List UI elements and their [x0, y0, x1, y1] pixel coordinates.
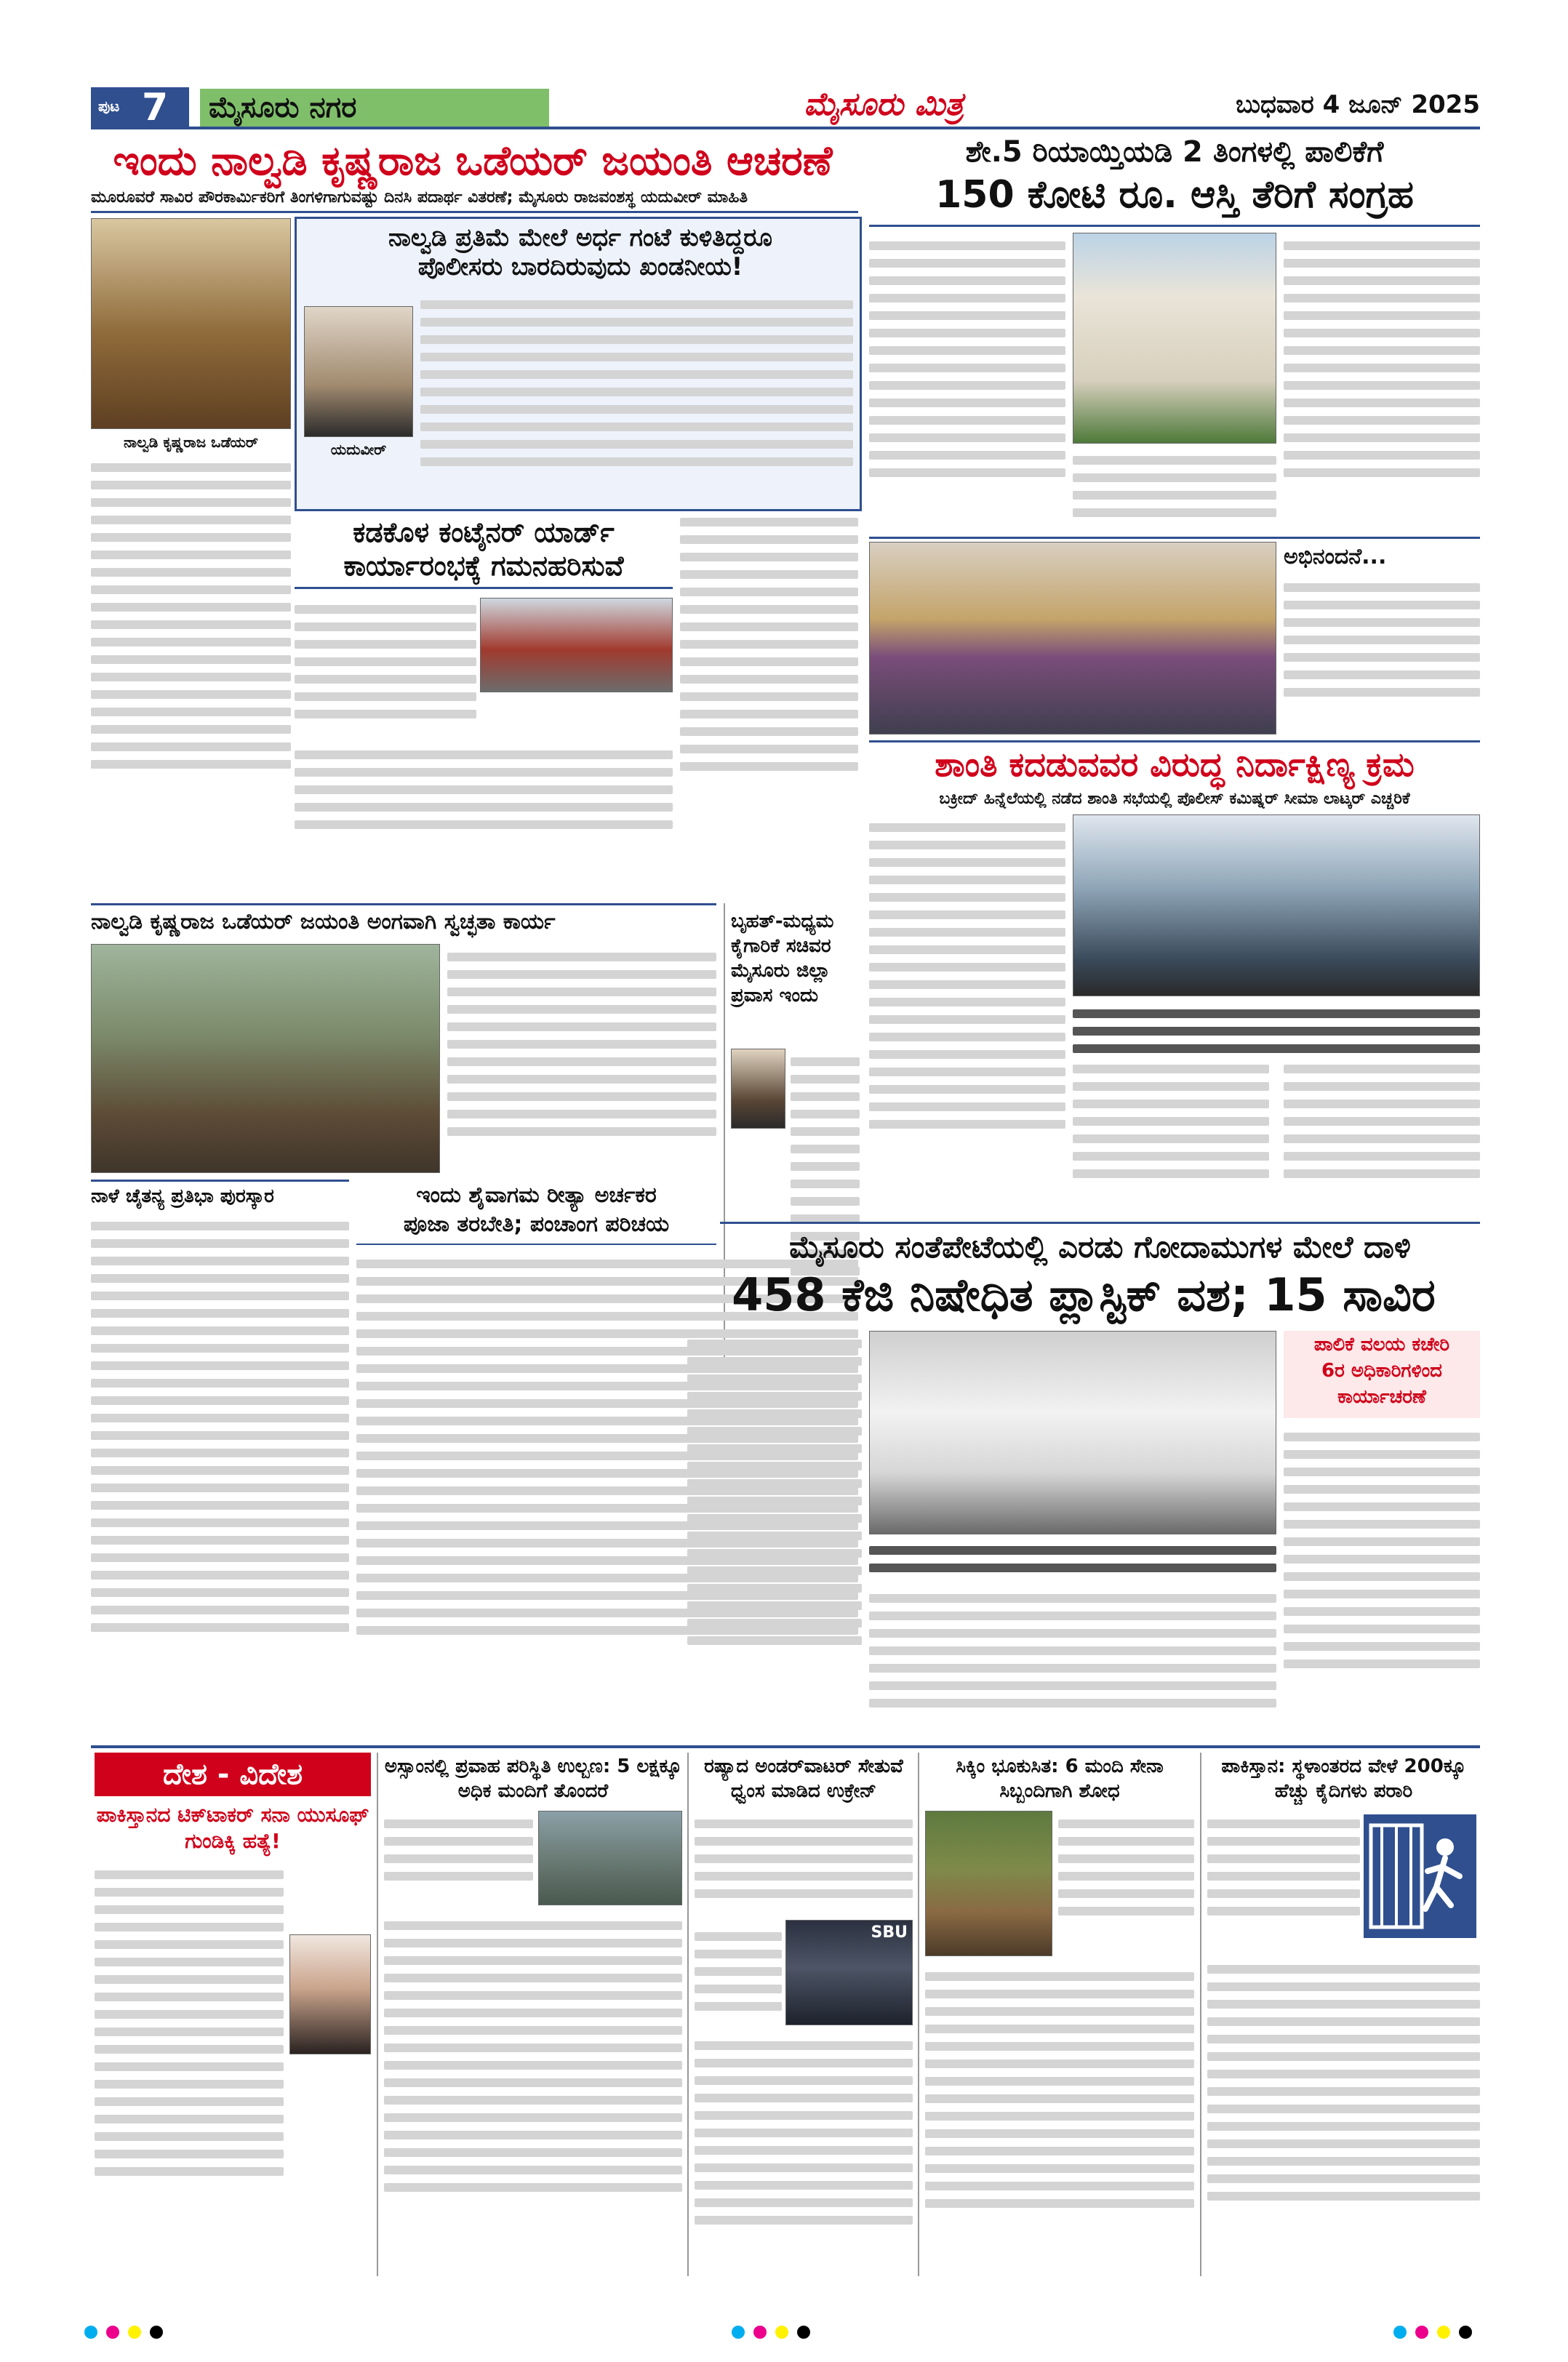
bridge-blast-photo [785, 1920, 913, 2025]
plastic-seizure-photo [869, 1331, 1276, 1534]
minister-headline: ಬೃಹತ್-ಮಧ್ಯಮ ಕೈಗಾರಿಕೆ ಸಚಿವರ ಮೈಸೂರು ಜಿಲ್ಲಾ ಪ್ರವಾಸ ಇಂದು [731, 910, 834, 1006]
registration-marks-left [80, 2326, 225, 2343]
world-col-rule [377, 1753, 378, 2276]
plastic-side-head-box [1284, 1331, 1480, 1418]
cleanliness-headline: ನಾಲ್ವಡಿ ಕೃಷ್ಣರಾಜ ಒಡೆಯರ್ ಜಯಂತಿ ಅಂಗವಾಗಿ ಸ್ವಚ್ಛತಾ ಕಾರ್ಯ [91, 909, 556, 934]
container-text-col3 [680, 509, 858, 858]
world-s3-text-a [695, 1811, 913, 1920]
tax-text-right [1284, 233, 1480, 531]
statue-headline-2: ಪೊಲೀಸರು ಬಾರದಿರುವುದು ಖಂಡನೀಯ! [417, 252, 743, 281]
peace-text-mid [1073, 1056, 1269, 1209]
world-col-rule [687, 1753, 689, 2276]
divider [91, 211, 858, 213]
world-s2-text-a [384, 1811, 533, 1913]
page-badge [91, 87, 189, 127]
plastic-headline-1: ಮೈಸೂರು ಸಂತೆಪೇಟೆಯಲ್ಲಿ ಎರಡು ಗೋದಾಮುಗಳ ಮೇಲೆ ದಾಳಿ [789, 1229, 1411, 1265]
container-photo [480, 598, 673, 692]
section-title: ಮೈಸೂರು ನಗರ [200, 89, 549, 127]
tax-text-left [869, 233, 1065, 531]
world-s4-text-a [1058, 1811, 1194, 1956]
lead-col1-text [91, 455, 291, 862]
divider [91, 1180, 349, 1182]
world-s3-text-b [695, 1923, 782, 2033]
world-section-header: ದೇಶ - ವಿದೇಶ [95, 1753, 371, 1796]
world-s2-text-b [384, 1913, 682, 2269]
felicitation-photo [869, 542, 1276, 734]
shaivagama-headline-1: ಇಂದು ಶೈವಾಗಮ ರೀತ್ಯಾ ಅರ್ಚಕರ [416, 1182, 657, 1208]
yaduveer-caption: ಯದುವೀರ್ [330, 441, 387, 458]
minister-photo [731, 1049, 785, 1129]
container-headline-1: ಕಡಕೊಳ ಕಂಟೈನರ್ ಯಾರ್ಡ್ [353, 516, 615, 548]
sana-yousuf-photo [289, 1934, 371, 2054]
container-headline-box [295, 516, 673, 589]
world-s1-text [95, 1862, 284, 2269]
cleanliness-text [447, 944, 716, 1173]
lead-headline: ಇಂದು ನಾಲ್ವಡಿ ಕೃಷ್ಣರಾಜ ಒಡೆಯರ್ ಜಯಂತಿ ಆಚರಣೆ [113, 137, 833, 185]
world-s5-text-b [1207, 1956, 1480, 2269]
world-s3-text-c [695, 2033, 913, 2269]
peace-text-right [1284, 1056, 1480, 1209]
yaduveer-photo [304, 306, 413, 437]
statue-text [420, 292, 853, 495]
page-label: ಪುಟ [98, 97, 120, 115]
statue-headline-1: ನಾಲ್ವಡಿ ಪ್ರತಿಮೆ ಮೇಲೆ ಅರ್ಧ ಗಂಟೆ ಕುಳಿತಿದ್ದರೂ [388, 223, 772, 252]
world-s2-headline: ಅಸ್ಸಾಂನಲ್ಲಿ ಪ್ರವಾಹ ಪರಿಸ್ಥಿತಿ ಉಲ್ಬಣ: 5 ಲಕ್ಷಕ್ಕೂ ಅಧಿಕ ಮಂದಿಗೆ ತೊಂದರೆ [384, 1756, 682, 1802]
plastic-side-head-1: ಪಾಲಿಕೆ ವಲಯ ಕಚೇರಿ [1313, 1334, 1450, 1356]
plastic-headline-2: 458 ಕೆಜಿ ನಿಷೇಧಿತ ಪ್ಲಾಸ್ಟಿಕ್ ವಶ; 15 ಸಾವಿರ [732, 1268, 1436, 1321]
container-headline-2: ಕಾರ್ಯಾರಂಭಕ್ಕೆ ಗಮನಹರಿಸುವೆ [343, 550, 624, 582]
world-s1-headline: ಪಾಕಿಸ್ತಾನದ ಟಿಕ್‌ಟಾಕರ್ ಸನಾ ಯುಸೂಫ್ ಗುಂಡಿಕ್ಕಿ ಹತ್ಯೆ! [96, 1803, 369, 1853]
world-s5-text-a [1207, 1811, 1360, 1949]
tax-headline-box [869, 132, 1480, 227]
shaivagama-headline-2: ಪೂಜಾ ತರಬೇತಿ; ಪಂಚಾಂಗ ಪರಿಚಯ [403, 1212, 670, 1237]
palike-building-photo [1073, 233, 1276, 444]
plastic-text-left [687, 1331, 862, 1738]
peace-photo-caption [1073, 1001, 1480, 1053]
registration-marks-right [1389, 2326, 1535, 2343]
sikkim-landslide-photo [925, 1811, 1052, 1956]
cleanliness-photo [91, 944, 440, 1173]
paper-name-logo: ಮೈಸೂರು ಮಿತ್ರ [804, 86, 964, 123]
divider [869, 740, 1480, 742]
divider [720, 1222, 1480, 1224]
felicitation-headline: ಅಭಿನಂದನೆ... [1284, 544, 1387, 569]
divider [869, 537, 1480, 539]
registration-marks-center [727, 2326, 873, 2343]
award-text [91, 1213, 349, 1737]
wadiyar-caption: ನಾಲ್ವಡಿ ಕೃಷ್ಣರಾಜ ಒಡೆಯರ್ [124, 433, 258, 451]
world-s5-headline: ಪಾಕಿಸ್ತಾನ: ಸ್ಥಳಾಂತರದ ವೇಳೆ 200ಕ್ಕೂ ಹೆಚ್ಚು ಕೈದಿಗಳು ಪರಾರಿ [1221, 1756, 1466, 1802]
peace-headline: ಶಾಂತಿ ಕದಡುವವರ ವಿರುದ್ಧ ನಿರ್ದಾಕ್ಷಿಣ್ಯ ಕ್ರಮ [935, 745, 1415, 784]
world-s4-text-b [925, 1963, 1194, 2269]
peace-text-left [869, 814, 1065, 1207]
page-number: 7 [142, 86, 169, 129]
plastic-side-head-3: ಕಾರ್ಯಾಚರಣೆ [1337, 1386, 1426, 1408]
tax-text-mid [1073, 447, 1276, 535]
world-s4-headline: ಸಿಕ್ಕಿಂ ಭೂಕುಸಿತ: 6 ಮಂದಿ ಸೇನಾ ಸಿಬ್ಬಂದಿಗಾಗಿ ಶೋಧ [956, 1756, 1164, 1802]
world-col-rule [918, 1753, 919, 2276]
issue-date: ಬುಧವಾರ 4 ಜೂನ್ 2025 [1236, 90, 1480, 119]
award-headline: ನಾಳೆ ಚೈತನ್ಯ ಪ್ರತಿಭಾ ಪುರಸ್ಕಾರ [91, 1185, 274, 1207]
sbu-tag: SBU [871, 1923, 908, 1942]
peace-meeting-photo [1073, 814, 1480, 996]
peace-strap: ಬಕ್ರೀದ್ ಹಿನ್ನೆಲೆಯಲ್ಲಿ ನಡೆದ ಶಾಂತಿ ಸಭೆಯಲ್ಲಿ ಪೊಲೀಸ್ ಕಮಿಷ್ನರ್ ಸೀಮಾ ಲಾಟ್ಕರ್ ಎಚ್ಚರಿಕೆ [939, 790, 1410, 808]
world-col-rule [1200, 1753, 1201, 2276]
plastic-side-head-2: 6ರ ಅಧಿಕಾರಿಗಳಿಂದ [1321, 1360, 1442, 1382]
tax-headline-2: 150 ಕೋಟಿ ರೂ. ಆಸ್ತಿ ತೆರಿಗೆ ಸಂಗ್ರಹ [935, 173, 1414, 217]
container-text-col1 [295, 596, 476, 742]
world-s3-headline: ರಷ್ಯಾದ ಅಂಡರ್‌ವಾಟರ್ ಸೇತುವೆ ಧ್ವಂಸ ಮಾಡಿದ ಉಕ್ರೇನ್ [704, 1756, 903, 1802]
escape-icon [1364, 1814, 1476, 1938]
container-text-wide [295, 742, 673, 851]
lead-strap: ಮೂರೂವರೆ ಸಾವಿರ ಪೌರಕಾರ್ಮಿಕರಿಗೆ ತಿಂಗಳಿಗಾಗುವಷ್ಟು ದಿನಸಿ ಪದಾರ್ಥ ವಿತರಣೆ; ಮೈಸೂರು ರಾಜವಂಶಸ್ಥ ಯದುವೀರ್ ಮಾಹಿತಿ [91, 188, 748, 207]
wadiyar-portrait [91, 218, 291, 429]
tax-headline-1: ಶೇ.5 ರಿಯಾಯ್ತಿಯಡಿ 2 ತಿಂಗಳಲ್ಲಿ ಪಾಲಿಕೆಗೆ [965, 135, 1384, 169]
plastic-text-right [1284, 1424, 1480, 1737]
plastic-text-bottom [869, 1585, 1276, 1738]
assam-flood-photo [538, 1811, 682, 1905]
felicitation-text [1284, 575, 1480, 734]
plastic-photo-caption [869, 1537, 1276, 1581]
divider [91, 903, 716, 905]
shaivagama-head-box [356, 1180, 716, 1245]
statue-box [295, 217, 862, 511]
masthead [91, 86, 1480, 129]
